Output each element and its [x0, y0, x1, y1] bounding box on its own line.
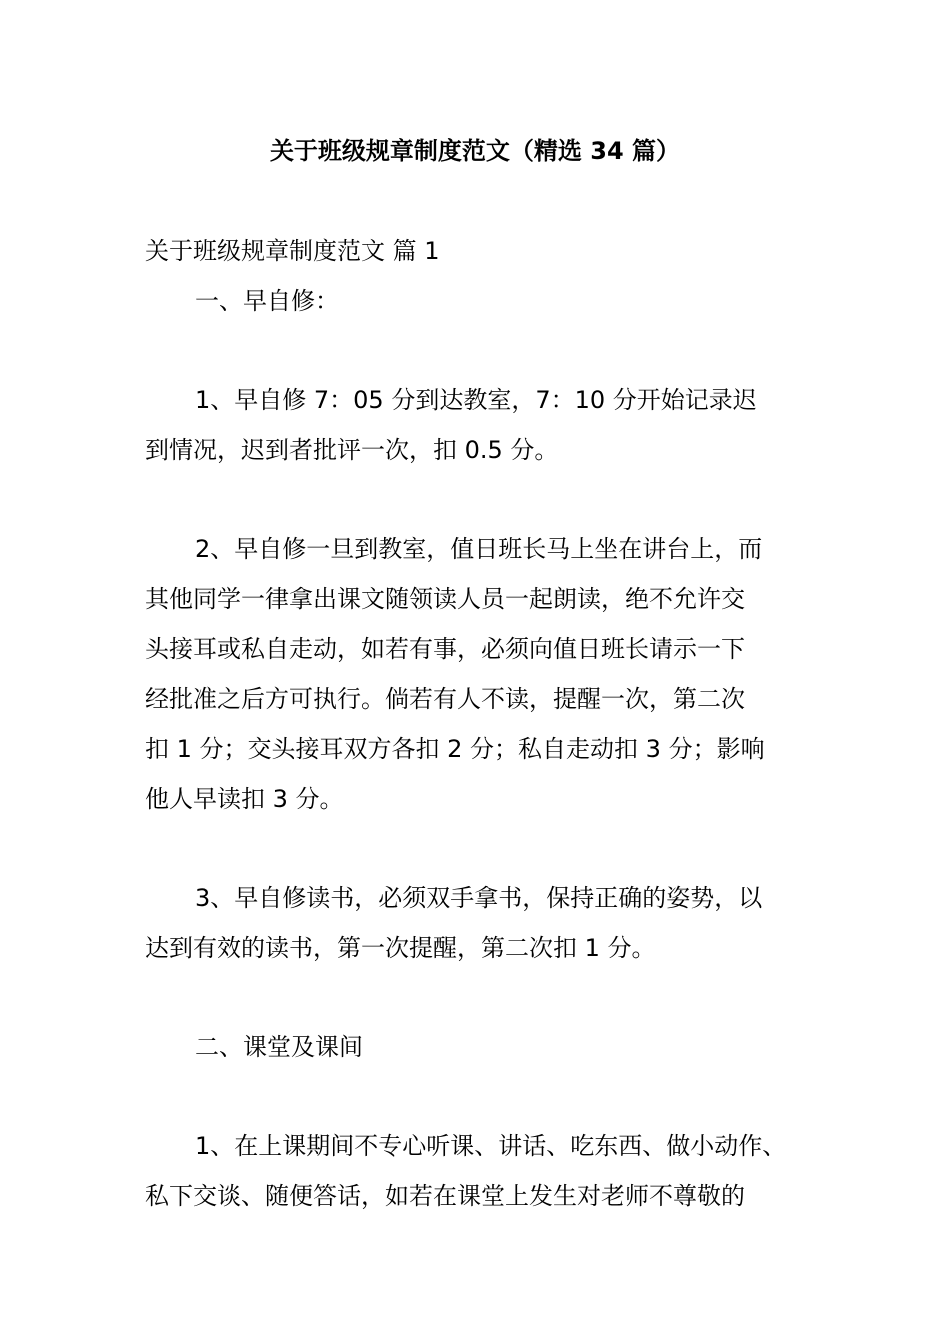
- paragraph-line: 私下交谈、随便答话，如若在课堂上发生对老师不尊敬的: [145, 1182, 745, 1210]
- paragraph-line: 扣 1 分；交头接耳双方各扣 2 分；私自走动扣 3 分；影响: [145, 735, 765, 763]
- paragraph-line: 二、课堂及课间: [195, 1033, 363, 1061]
- paragraph-line: 头接耳或私自走动，如若有事，必须向值日班长请示一下: [145, 635, 745, 663]
- paragraph-line: 2、早自修一旦到教室，值日班长马上坐在讲台上，而: [195, 535, 763, 563]
- paragraph-line: 达到有效的读书，第一次提醒，第二次扣 1 分。: [145, 934, 656, 962]
- paragraph-line: 一、早自修：: [195, 287, 339, 315]
- paragraph-line: 其他同学一律拿出课文随领读人员一起朗读，绝不允许交: [145, 585, 745, 613]
- paragraph-line: 他人早读扣 3 分。: [145, 785, 344, 813]
- paragraph-line: 1、在上课期间不专心听课、讲话、吃东西、做小动作、: [195, 1132, 787, 1160]
- paragraph-line: 经批准之后方可执行。倘若有人不读，提醒一次，第二次: [145, 685, 745, 713]
- paragraph-line: 3、早自修读书，必须双手拿书，保持正确的姿势，以: [195, 884, 763, 912]
- section-heading: 关于班级规章制度范文 篇 1: [145, 237, 440, 265]
- paragraph-line: 1、早自修 7：05 分到达教室，7：10 分开始记录迟: [195, 386, 757, 414]
- paragraph-line: 到情况，迟到者批评一次，扣 0.5 分。: [145, 436, 559, 464]
- document-title: 关于班级规章制度范文（精选 34 篇）: [269, 137, 681, 165]
